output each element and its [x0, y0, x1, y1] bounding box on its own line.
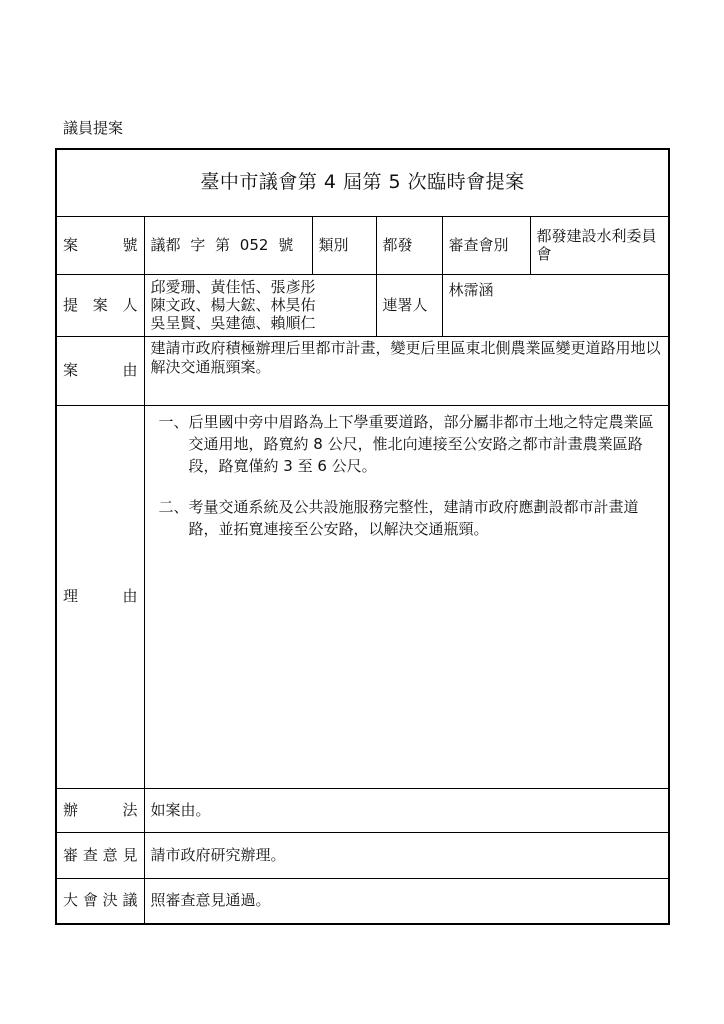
- method-label: 辦 法: [56, 788, 144, 832]
- resolution-text: 照審查意見通過。: [144, 878, 669, 924]
- review-committee-label: 審查會別: [442, 216, 530, 274]
- reason-text: 后里國中旁中眉路為上下學重要道路，部分屬非都市土地之特定農業區交通用地，路寬約 8 公尺，惟北向連接至公安路之都市計畫農業區路段，路寬僅約 3 至 6 公尺。: [188, 412, 654, 475]
- method-text: 如案由。: [144, 788, 669, 832]
- reason-item: [159, 411, 657, 477]
- reason-item: [159, 496, 657, 540]
- category-value: 都發: [376, 216, 442, 274]
- review-committee-value: 都發建設水利委員會: [530, 216, 669, 274]
- reasons-row: [56, 405, 669, 788]
- reasons-content: [144, 405, 669, 788]
- proposer-line: 吳呈賢、吳建德、賴順仁: [150, 314, 316, 332]
- subject-row: [56, 336, 669, 405]
- proposers-label: 提 案 人: [56, 274, 144, 336]
- case-number-label: 案 號: [56, 216, 144, 274]
- proposer-names: [144, 274, 376, 336]
- proposer-line: 邱愛珊、黃佳恬、張彥彤: [150, 278, 316, 296]
- subject-label: 案 由: [56, 336, 144, 405]
- review-opinion-label: 審 查 意 見: [56, 832, 144, 878]
- proposal-title: 臺中市議會第 4 屆第 5 次臨時會提案: [56, 149, 669, 216]
- category-label: 類別: [312, 216, 376, 274]
- reason-number: 二、: [158, 497, 189, 516]
- proposers-row: [56, 274, 669, 336]
- resolution-row: [56, 878, 669, 924]
- proposal-form-table: [55, 148, 670, 925]
- resolution-label: 大 會 決 議: [56, 878, 144, 924]
- cosigner-value: 林霈涵: [442, 274, 669, 336]
- reason-number: 一、: [158, 412, 189, 431]
- subject-text: 建請市政府積極辦理后里都市計畫，變更后里區東北側農業區變更道路用地以解決交通瓶頸案。: [144, 336, 669, 405]
- reasons-label: 理 由: [56, 405, 144, 788]
- proposer-line: 陳文政、楊大鋐、林昊佑: [150, 296, 316, 314]
- document-type-label: 議員提案: [63, 119, 124, 137]
- review-opinion-text: 請市政府研究辦理。: [144, 832, 669, 878]
- case-number-row: [56, 216, 669, 274]
- review-opinion-row: [56, 832, 669, 878]
- cosigner-label: 連署人: [376, 274, 442, 336]
- title-row: [56, 149, 669, 216]
- method-row: [56, 788, 669, 832]
- reason-text: 考量交通系統及公共設施服務完整性，建請市政府應劃設都市計畫道路，並拓寬連接至公安路，以解決交通瓶頸。: [188, 497, 639, 538]
- case-number-value: 議都 字 第 052 號: [144, 216, 312, 274]
